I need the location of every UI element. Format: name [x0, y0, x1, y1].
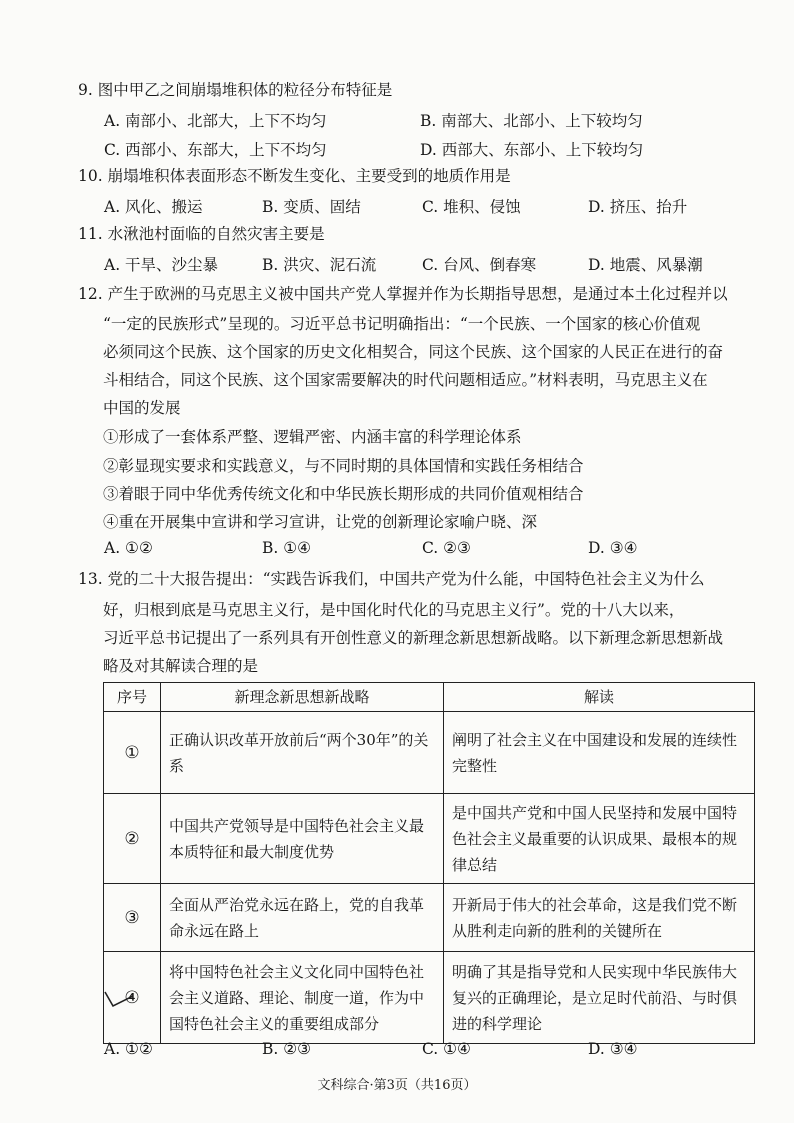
row-number: ①	[104, 712, 161, 794]
q12-option-d: D. ③④	[588, 539, 638, 557]
question-11-stem: 11. 水湫池村面临的自然灾害主要是	[78, 225, 325, 243]
question-12-line-2: “一定的民族形式”呈现的。习近平总书记明确指出：“一个民族、一个国家的核心价值观	[103, 315, 701, 333]
q13-option-b: B. ②③	[262, 1040, 312, 1058]
table-row	[104, 712, 755, 794]
row-number: ②	[104, 794, 161, 884]
table-header-number: 序号	[104, 683, 161, 712]
question-12-line-5: 中国的发展	[103, 399, 181, 417]
question-13-line-3: 习近平总书记提出了一系列具有开创性意义的新理念新思想新战略。以下新理念新思想新战	[103, 629, 724, 647]
row-strategy: 正确认识改革开放前后“两个30年”的关系	[161, 712, 444, 794]
row-strategy: 全面从严治党永远在路上，党的自我革命永远在路上	[161, 884, 444, 952]
table-header-row	[104, 683, 755, 712]
q12-option-a: A. ①②	[104, 539, 153, 557]
q11-option-b: B. 洪灾、泥石流	[262, 256, 377, 274]
table-header-reading: 解读	[444, 683, 755, 712]
q10-option-a: A. 风化、搬运	[104, 198, 203, 216]
question-10-stem: 10. 崩塌堆积体表面形态不断发生变化、主要受到的地质作用是	[78, 167, 511, 185]
strategy-table	[103, 682, 755, 1044]
row-number: ③	[104, 884, 161, 952]
q10-option-b: B. 变质、固结	[262, 198, 361, 216]
q10-option-d: D. 挤压、抬升	[588, 198, 688, 216]
q12-item-4: ④重在开展集中宣讲和学习宣讲，让党的创新理论家喻户晓、深	[103, 513, 538, 531]
q9-option-b: B. 南部大、北部小、上下较均匀	[420, 112, 643, 130]
q9-option-c: C. 西部小、东部大，上下不均匀	[104, 141, 327, 159]
question-12-line-1: 12. 产生于欧洲的马克思主义被中国共产党人掌握并作为长期指导思想，是通过本土化过程并以	[78, 285, 728, 303]
table-row	[104, 952, 755, 1044]
q9-option-a: A. 南部小、北部大，上下不均匀	[104, 112, 327, 130]
row-reading: 是中国共产党和中国人民坚持和发展中国特色社会主义最重要的认识成果、最根本的规律总结	[444, 794, 755, 884]
row-strategy: 将中国特色社会主义文化同中国特色社会主义道路、理论、制度一道，作为中国特色社会主义的重要组成部分	[161, 952, 444, 1044]
row-reading: 开新局于伟大的社会革命，这是我们党不断从胜利走向新的胜利的关键所在	[444, 884, 755, 952]
q12-option-b: B. ①④	[262, 539, 312, 557]
q12-option-c: C. ②③	[422, 539, 471, 557]
q10-option-c: C. 堆积、侵蚀	[422, 198, 521, 216]
table-header-strategy: 新理念新思想新战略	[161, 683, 444, 712]
q13-option-a: A. ①②	[104, 1040, 153, 1058]
q9-option-d: D. 西部大、东部小、上下较均匀	[420, 141, 644, 159]
q12-item-3: ③着眼于同中华优秀传统文化和中华民族长期形成的共同价值观相结合	[103, 485, 584, 503]
question-9-stem: 9. 图中甲乙之间崩塌堆积体的粒径分布特征是	[78, 81, 393, 99]
page-footer: 文科综合·第3页（共16页）	[317, 1078, 477, 1093]
question-12-line-3: 必须同这个民族、这个国家的历史文化相契合，同这个民族、这个国家的人民正在进行的奋	[103, 343, 724, 361]
question-13-line-1: 13. 党的二十大报告提出：“实践告诉我们，中国共产党为什么能，中国特色社会主义为什么	[78, 570, 705, 588]
q11-option-d: D. 地震、风暴潮	[588, 256, 703, 274]
q13-option-c: C. ①④	[422, 1040, 471, 1058]
handwritten-check-mark	[103, 988, 135, 1012]
question-13-line-2: 好，归根到底是马克思主义行，是中国化时代化的马克思主义行”。党的十八大以来，	[103, 601, 685, 619]
row-strategy: 中国共产党领导是中国特色社会主义最本质特征和最大制度优势	[161, 794, 444, 884]
table-row	[104, 884, 755, 952]
q12-item-2: ②彰显现实要求和实践意义，与不同时期的具体国情和实践任务相结合	[103, 457, 584, 475]
question-13-line-4: 略及对其解读合理的是	[103, 657, 259, 675]
row-reading: 阐明了社会主义在中国建设和发展的连续性完整性	[444, 712, 755, 794]
q12-item-1: ①形成了一套体系严整、逻辑严密、内涵丰富的科学理论体系	[103, 428, 522, 446]
q11-option-a: A. 干旱、沙尘暴	[104, 256, 219, 274]
q11-option-c: C. 台风、倒春寒	[422, 256, 537, 274]
row-reading: 明确了其是指导党和人民实现中华民族伟大复兴的正确理论，是立足时代前沿、与时俱进的科学理论	[444, 952, 755, 1044]
q13-option-d: D. ③④	[588, 1040, 638, 1058]
row-number: ④	[104, 952, 161, 1044]
question-12-line-4: 斗相结合，同这个民族、这个国家需要解决的时代问题相适应。”材料表明，马克思主义在	[103, 371, 708, 389]
table-row	[104, 794, 755, 884]
